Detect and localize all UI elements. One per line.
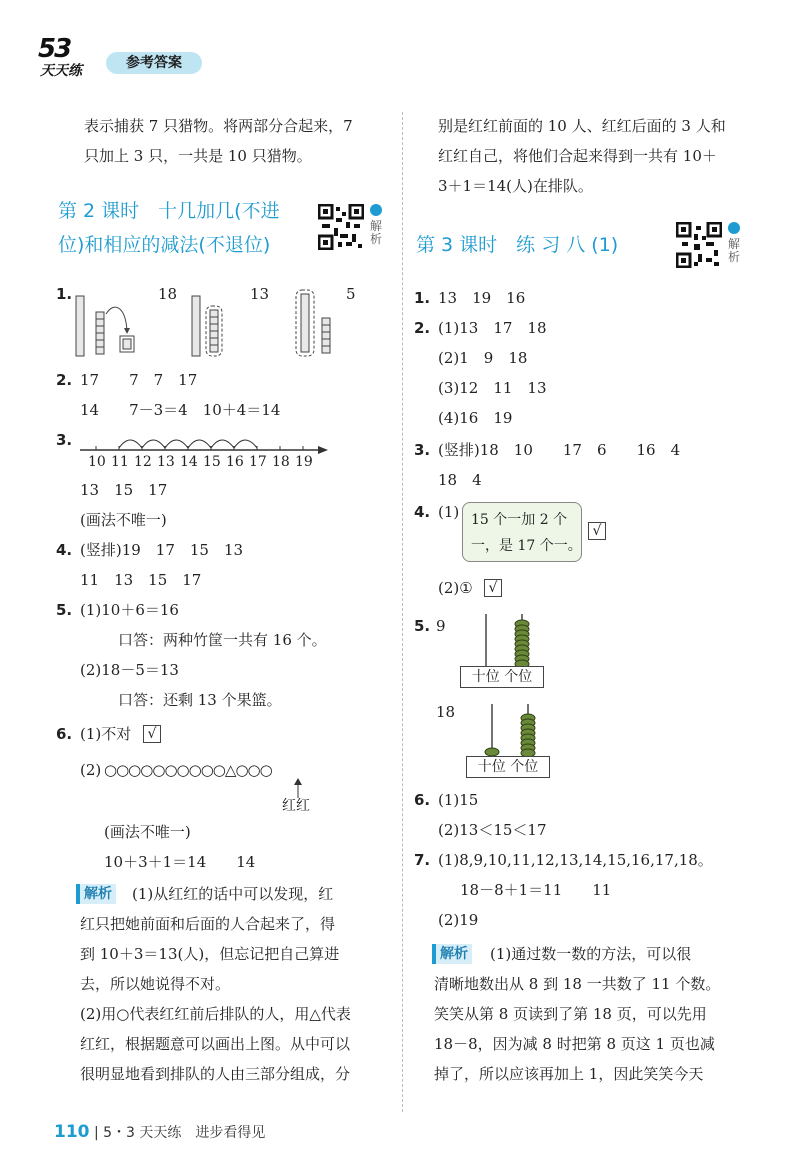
r-q3-line-1: (竖排)18 10 17 6 16 4 [438, 441, 681, 459]
r-q4-checkbox-2: √ [484, 579, 502, 597]
r-q6-line-2: (2)13＜15＜17 [438, 821, 547, 839]
r-q7-line-3: (2)19 [438, 911, 479, 929]
logo-number: 53 [38, 34, 71, 64]
r-q4-number: 4. [414, 503, 431, 521]
r-q3-line-2: 18 4 [438, 471, 482, 489]
left-intro-line-1: 表示捕获 7 只猎物。将两部分合起来，7 [84, 117, 353, 135]
q1-answer-a: 18 [158, 285, 178, 303]
r-q7-number: 7. [414, 851, 431, 869]
r-q5-value-2: 18 [436, 703, 456, 721]
tick-16: 16 [226, 454, 244, 470]
abacus-1-labels [460, 666, 544, 688]
q5-line-4: 口答：还剩 13 个果篮。 [118, 691, 282, 709]
analysis-tag-right: 解析 [432, 944, 472, 964]
lesson-2-title-line-1: 第 2 课时 十几加几(不进 [58, 200, 280, 222]
q6-line-1: (1)不对 [80, 725, 132, 743]
qr-code-icon[interactable] [676, 222, 722, 268]
q5-line-3: (2)18－5＝13 [80, 661, 179, 679]
page-footer [54, 1122, 265, 1142]
q5-number: 5. [56, 601, 73, 619]
speech-bubble [462, 502, 582, 562]
q6-circles-before: ○○○○○○○○○○ [104, 761, 225, 779]
q2-line-1: 17 7 7 17 [80, 371, 198, 389]
r-q2-line-4: (4)16 19 [438, 409, 513, 427]
footer-brand: 5・3 天天练 进步看得见 [103, 1125, 266, 1141]
tick-17: 17 [249, 454, 267, 470]
q2-line-2: 14 7－3＝4 10＋4＝14 [80, 401, 281, 419]
analysis-left-line-2: 红只把她前面和后面的人合起来了，得 [80, 915, 336, 933]
play-icon[interactable] [370, 204, 382, 216]
right-intro-line-3: 3＋1＝14(人)在排队。 [438, 177, 593, 195]
analysis-left-line-4: 去，所以她说得不对。 [80, 975, 231, 993]
qr-label: 解析 [727, 237, 740, 264]
analysis-right-line-4: 18－8，因为减 8 时把第 8 页这 1 页也减 [434, 1035, 715, 1053]
analysis-left-line-3: 到 10＋3＝13(人)，但忘记把自己算进 [80, 945, 340, 963]
analysis-left-line-5: (2)用○代表红红前后排队的人，用△代表 [80, 1005, 351, 1023]
ones-label: 个位 [504, 669, 533, 685]
ones-label: 个位 [510, 759, 539, 775]
r-q2-line-3: (3)12 11 13 [438, 379, 547, 397]
q6-part-2-prefix: (2) [80, 761, 102, 779]
tick-14: 14 [180, 454, 198, 470]
tick-19: 19 [295, 454, 313, 470]
column-divider [402, 112, 403, 1112]
r-q2-line-2: (2)1 9 18 [438, 349, 528, 367]
q3-note: (画法不唯一) [80, 511, 167, 529]
q6-circles-after: ○○○ [235, 761, 272, 779]
q6-arrow-label: 红红 [282, 798, 310, 814]
lesson-2-title-line-2: 位)和相应的减法(不退位) [58, 234, 271, 256]
q1-counting-sticks-figure [70, 288, 390, 368]
q6-triangle: △ [224, 761, 236, 779]
right-intro-line-1: 别是红红前面的 10 人、红红后面的 3 人和 [438, 117, 726, 135]
tens-label: 十位 [477, 759, 506, 775]
q1-number: 1. [56, 285, 73, 303]
logo-text: 天天练 [40, 63, 82, 79]
r-q2-line-1: (1)13 17 18 [438, 319, 547, 337]
analysis-left-line-6: 红红，根据题意可以画出上图。从中可以 [80, 1035, 351, 1053]
r-q2-number: 2. [414, 319, 431, 337]
q5-line-2: 口答：两种竹筐一共有 16 个。 [118, 631, 327, 649]
q3-number: 3. [56, 431, 73, 449]
r-q1-answer: 13 19 16 [438, 289, 526, 307]
q4-line-2: 11 13 15 17 [80, 571, 202, 589]
analysis-left-line-1: (1)从红红的话中可以发现，红 [132, 885, 334, 903]
r-q5-value-1: 9 [436, 617, 446, 635]
speech-line-2: 一，是 17 个一。 [471, 538, 582, 554]
tick-18: 18 [272, 454, 290, 470]
q6-line-3: 10＋3＋1＝14 14 [104, 853, 256, 871]
tens-label: 十位 [471, 669, 500, 685]
logo [32, 34, 102, 82]
right-intro-line-2: 红红自己，将他们合起来得到一共有 10＋ [438, 147, 717, 165]
analysis-right-line-1: (1)通过数一数的方法，可以很 [490, 945, 692, 963]
q3-line-2: 13 15 17 [80, 481, 168, 499]
speech-line-1: 15 个一加 2 个 [471, 512, 568, 528]
tick-11: 11 [111, 454, 129, 470]
abacus-2-figure [470, 700, 550, 758]
r-q6-line-1: (1)15 [438, 791, 479, 809]
tick-10: 10 [88, 454, 106, 470]
q6-queue [104, 760, 272, 780]
qr-label: 解析 [369, 219, 382, 246]
r-q4-part-1: (1) [438, 503, 460, 521]
analysis-tag-left: 解析 [76, 884, 116, 904]
tick-15: 15 [203, 454, 221, 470]
up-arrow-icon [292, 778, 304, 798]
q1-answer-c: 5 [346, 285, 356, 303]
analysis-right-line-3: 笑笑从第 8 页读到了第 18 页，可以先用 [434, 1005, 707, 1023]
abacus-2-labels [466, 756, 550, 778]
tick-13: 13 [157, 454, 175, 470]
r-q7-line-2: 18－8＋1＝11 11 [460, 881, 612, 899]
r-q4-checkbox-1: √ [588, 522, 606, 540]
abacus-1-figure [470, 610, 550, 668]
tick-12: 12 [134, 454, 152, 470]
q6-number: 6. [56, 725, 73, 743]
q6-checkbox: √ [143, 725, 161, 743]
r-q4-part-2: (2)① [438, 579, 473, 597]
q4-line-1: (竖排)19 17 15 13 [80, 541, 244, 559]
analysis-right-line-5: 掉了，所以应该再加上 1，因此笑笑今天 [434, 1065, 704, 1083]
analysis-left-line-7: 很明显地看到排队的人由三部分组成，分 [80, 1065, 351, 1083]
q4-number: 4. [56, 541, 73, 559]
q5-line-1: (1)10＋6＝16 [80, 601, 179, 619]
r-q6-number: 6. [414, 791, 431, 809]
r-q5-number: 5. [414, 617, 431, 635]
answer-badge: 参考答案 [106, 52, 202, 74]
q2-number: 2. [56, 371, 73, 389]
footer-separator: | [93, 1125, 99, 1141]
q6-note: (画法不唯一) [104, 823, 191, 841]
r-q1-number: 1. [414, 289, 431, 307]
q1-answer-b: 13 [250, 285, 270, 303]
play-icon[interactable] [728, 222, 740, 234]
lesson-3-title: 第 3 课时 练 习 八 (1) [416, 234, 619, 256]
analysis-right-line-2: 清晰地数出从 8 到 18 一共数了 11 个数。 [434, 975, 721, 993]
r-q3-number: 3. [414, 441, 431, 459]
page-number: 110 [54, 1122, 90, 1142]
qr-code-icon[interactable] [318, 204, 364, 250]
r-q7-line-1: (1)8,9,10,11,12,13,14,15,16,17,18。 [438, 851, 713, 869]
left-intro-line-2: 只加上 3 只，一共是 10 只猎物。 [84, 147, 312, 165]
